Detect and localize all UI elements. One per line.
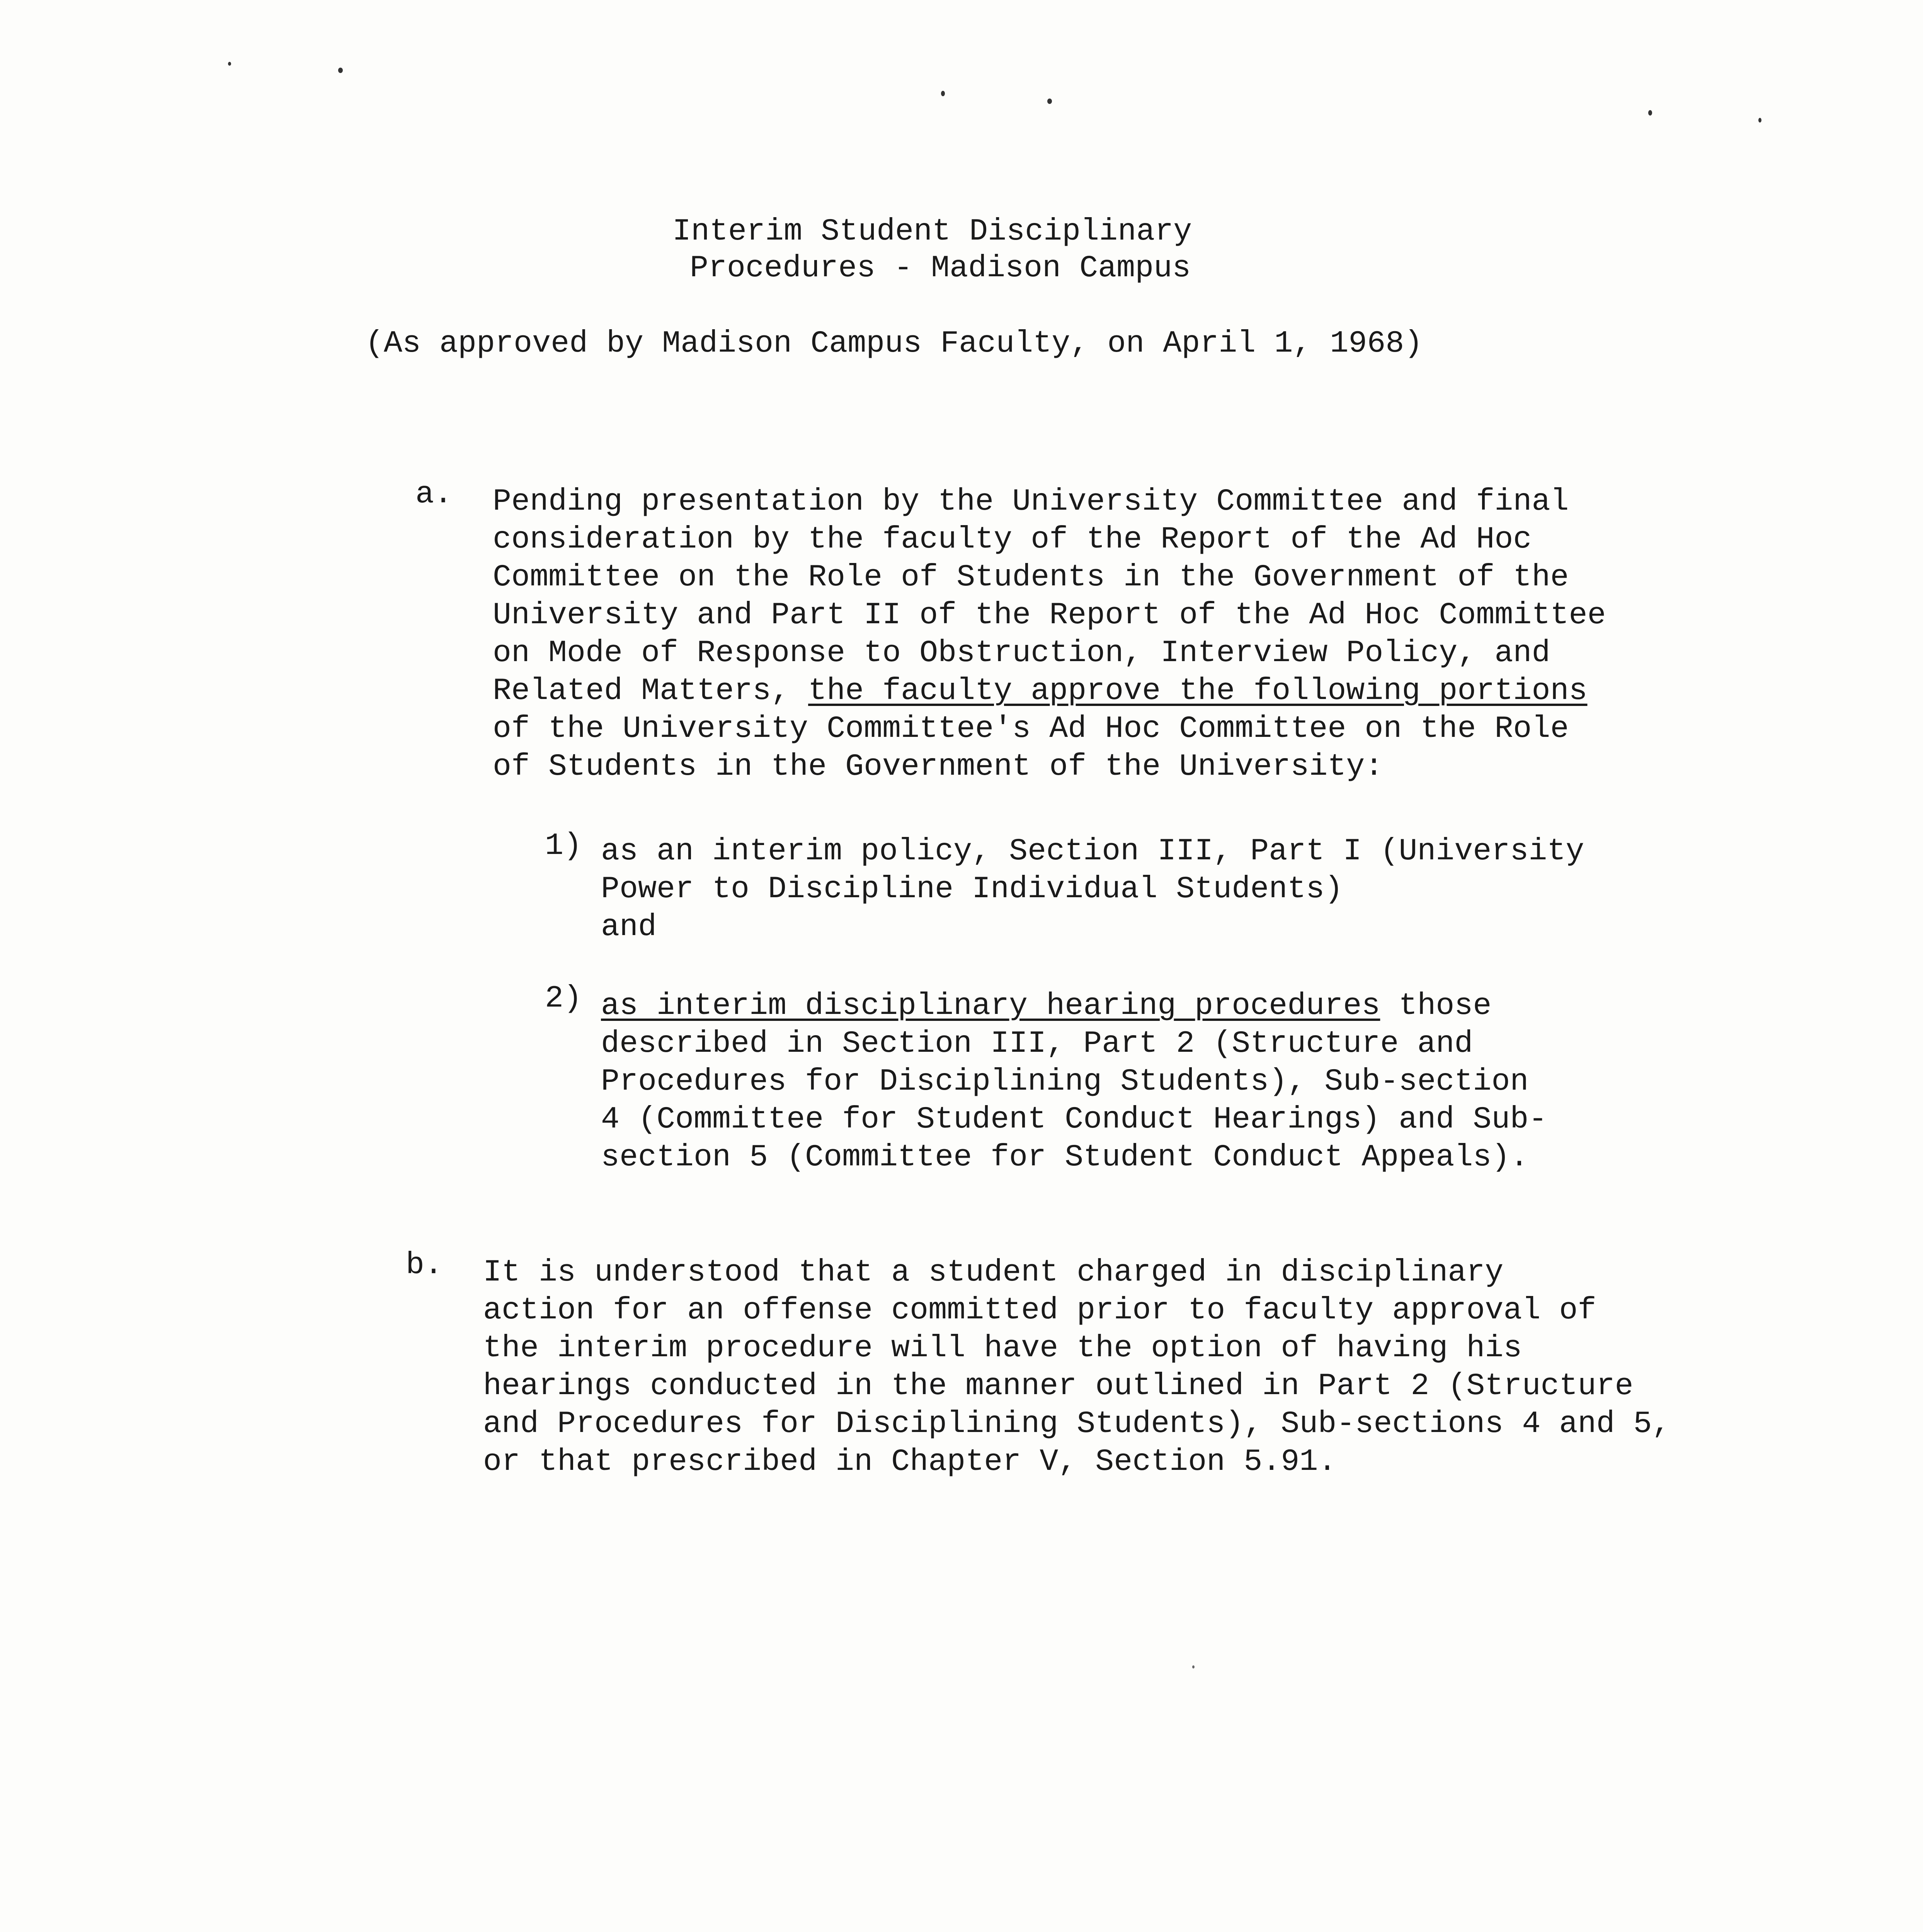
scan-speck — [1047, 99, 1052, 104]
section-a-text — [493, 483, 1845, 786]
scan-speck — [1758, 118, 1761, 122]
section-a-text-before: Pending presentation by the University Committee and final consideration by the faculty of the Report of the Ad Hoc Committee on the Role of Students in the Government of the University and Part II of the Report of the Ad Hoc Committee on Mode of Response to Obstruction, Interview Policy, and Related Matters, — [493, 484, 1606, 709]
item-2-text-after: those described in Section III, Part 2 (Structure and Procedures for Disciplining Students), Sub-section 4 (Committee for Student Conduct Hearings) and Sub- section 5 (Committee for Student Conduct Appeals). — [601, 988, 1547, 1175]
document-title-line-2: Procedures - Madison Campus — [690, 251, 1191, 286]
scan-speck — [228, 62, 231, 66]
item-1-text: as an interim policy, Section III, Part I (University Power to Discipline Individual Students) and — [601, 834, 1584, 945]
scan-speck — [1648, 110, 1652, 116]
document-subtitle: (As approved by Madison Campus Faculty, on April 1, 1968) — [365, 326, 1423, 361]
section-a-text-after: of the University Committee's Ad Hoc Committee on the Role of Students in the Government of the University: — [493, 711, 1569, 784]
scan-speck — [1192, 1665, 1195, 1668]
section-b-text: It is understood that a student charged in disciplinary action for an offense committed prior to faculty approval of the interim procedure will have the option of having his hearings conducted in the manner outlined in Part 2 (Structure and Procedures for Disciplining Students), Sub-sections 4 and 5, or that prescribed in Chapter V, Section 5.91. — [483, 1255, 1671, 1480]
item-2-marker: 2) — [545, 981, 582, 1016]
section-a-underlined: the faculty approve the following portions — [808, 673, 1588, 709]
scan-speck — [941, 91, 945, 96]
document-title-line-1: Interim Student Disciplinary — [672, 214, 1192, 249]
section-b-marker: b. — [406, 1248, 443, 1283]
item-2-underlined: as interim disciplinary hearing procedures — [601, 988, 1380, 1024]
section-a-marker: a. — [415, 477, 453, 512]
scan-speck — [338, 68, 343, 73]
item-2-text — [601, 987, 1838, 1177]
item-1-marker: 1) — [545, 828, 582, 864]
